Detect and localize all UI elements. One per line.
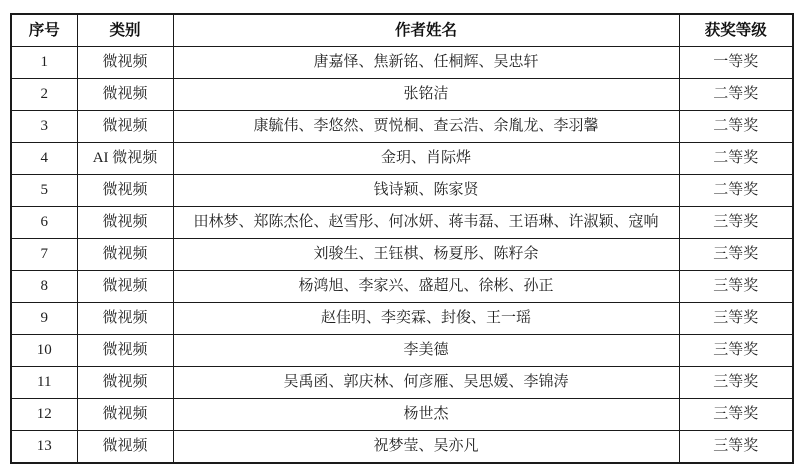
awards-table (10, 13, 794, 464)
authors-cell: 唐嘉怿、焦新铭、任桐辉、吴忠轩 (173, 47, 679, 79)
award-level-cell: 三等奖 (679, 207, 793, 239)
award-level-cell: 二等奖 (679, 175, 793, 207)
award-level-cell: 三等奖 (679, 399, 793, 431)
award-level-cell: 一等奖 (679, 47, 793, 79)
award-level-cell: 二等奖 (679, 143, 793, 175)
table-body (11, 47, 793, 464)
award-level-cell: 三等奖 (679, 367, 793, 399)
award-level-cell: 三等奖 (679, 431, 793, 464)
header-cell-no: 序号 (11, 14, 77, 47)
table-row (11, 399, 793, 431)
award-level-cell: 三等奖 (679, 239, 793, 271)
row-number-cell: 4 (11, 143, 77, 175)
category-cell: 微视频 (77, 399, 173, 431)
table-row (11, 207, 793, 239)
header-cell-authors: 作者姓名 (173, 14, 679, 47)
row-number-cell: 7 (11, 239, 77, 271)
category-cell: 微视频 (77, 239, 173, 271)
category-cell: 微视频 (77, 111, 173, 143)
category-cell: 微视频 (77, 303, 173, 335)
row-number-cell: 6 (11, 207, 77, 239)
row-number-cell: 8 (11, 271, 77, 303)
authors-cell: 祝梦莹、吴亦凡 (173, 431, 679, 464)
award-level-cell: 二等奖 (679, 79, 793, 111)
header-cell-category: 类别 (77, 14, 173, 47)
authors-cell: 杨鸿旭、李家兴、盛超凡、徐彬、孙正 (173, 271, 679, 303)
category-cell: 微视频 (77, 207, 173, 239)
row-number-cell: 2 (11, 79, 77, 111)
table-row (11, 47, 793, 79)
category-cell: AI 微视频 (77, 143, 173, 175)
table-row (11, 143, 793, 175)
table-row (11, 303, 793, 335)
table-row (11, 111, 793, 143)
header-row (11, 14, 793, 47)
authors-cell: 张铭洁 (173, 79, 679, 111)
authors-cell: 赵佳明、李奕霖、封俊、王一瑶 (173, 303, 679, 335)
award-level-cell: 三等奖 (679, 303, 793, 335)
row-number-cell: 11 (11, 367, 77, 399)
award-level-cell: 二等奖 (679, 111, 793, 143)
category-cell: 微视频 (77, 47, 173, 79)
table-row (11, 367, 793, 399)
authors-cell: 田林梦、郑陈杰伦、赵雪彤、何冰妍、蒋韦磊、王语琳、许淑颖、寇响 (173, 207, 679, 239)
table-row (11, 271, 793, 303)
category-cell: 微视频 (77, 335, 173, 367)
category-cell: 微视频 (77, 175, 173, 207)
table-row (11, 175, 793, 207)
row-number-cell: 1 (11, 47, 77, 79)
award-level-cell: 三等奖 (679, 335, 793, 367)
authors-cell: 刘骏生、王钰棋、杨夏彤、陈籽余 (173, 239, 679, 271)
authors-cell: 杨世杰 (173, 399, 679, 431)
table-row (11, 431, 793, 464)
header-cell-award: 获奖等级 (679, 14, 793, 47)
table-row (11, 335, 793, 367)
row-number-cell: 5 (11, 175, 77, 207)
row-number-cell: 3 (11, 111, 77, 143)
authors-cell: 金玥、肖际烨 (173, 143, 679, 175)
category-cell: 微视频 (77, 367, 173, 399)
row-number-cell: 9 (11, 303, 77, 335)
category-cell: 微视频 (77, 79, 173, 111)
table-row (11, 239, 793, 271)
authors-cell: 康毓伟、李悠然、贾悦桐、查云浩、余胤龙、李羽馨 (173, 111, 679, 143)
authors-cell: 吴禹函、郭庆林、何彦雁、吴思媛、李锦涛 (173, 367, 679, 399)
table-row (11, 79, 793, 111)
row-number-cell: 10 (11, 335, 77, 367)
authors-cell: 钱诗颖、陈家贤 (173, 175, 679, 207)
row-number-cell: 13 (11, 431, 77, 464)
row-number-cell: 12 (11, 399, 77, 431)
category-cell: 微视频 (77, 271, 173, 303)
award-level-cell: 三等奖 (679, 271, 793, 303)
category-cell: 微视频 (77, 431, 173, 464)
authors-cell: 李美德 (173, 335, 679, 367)
